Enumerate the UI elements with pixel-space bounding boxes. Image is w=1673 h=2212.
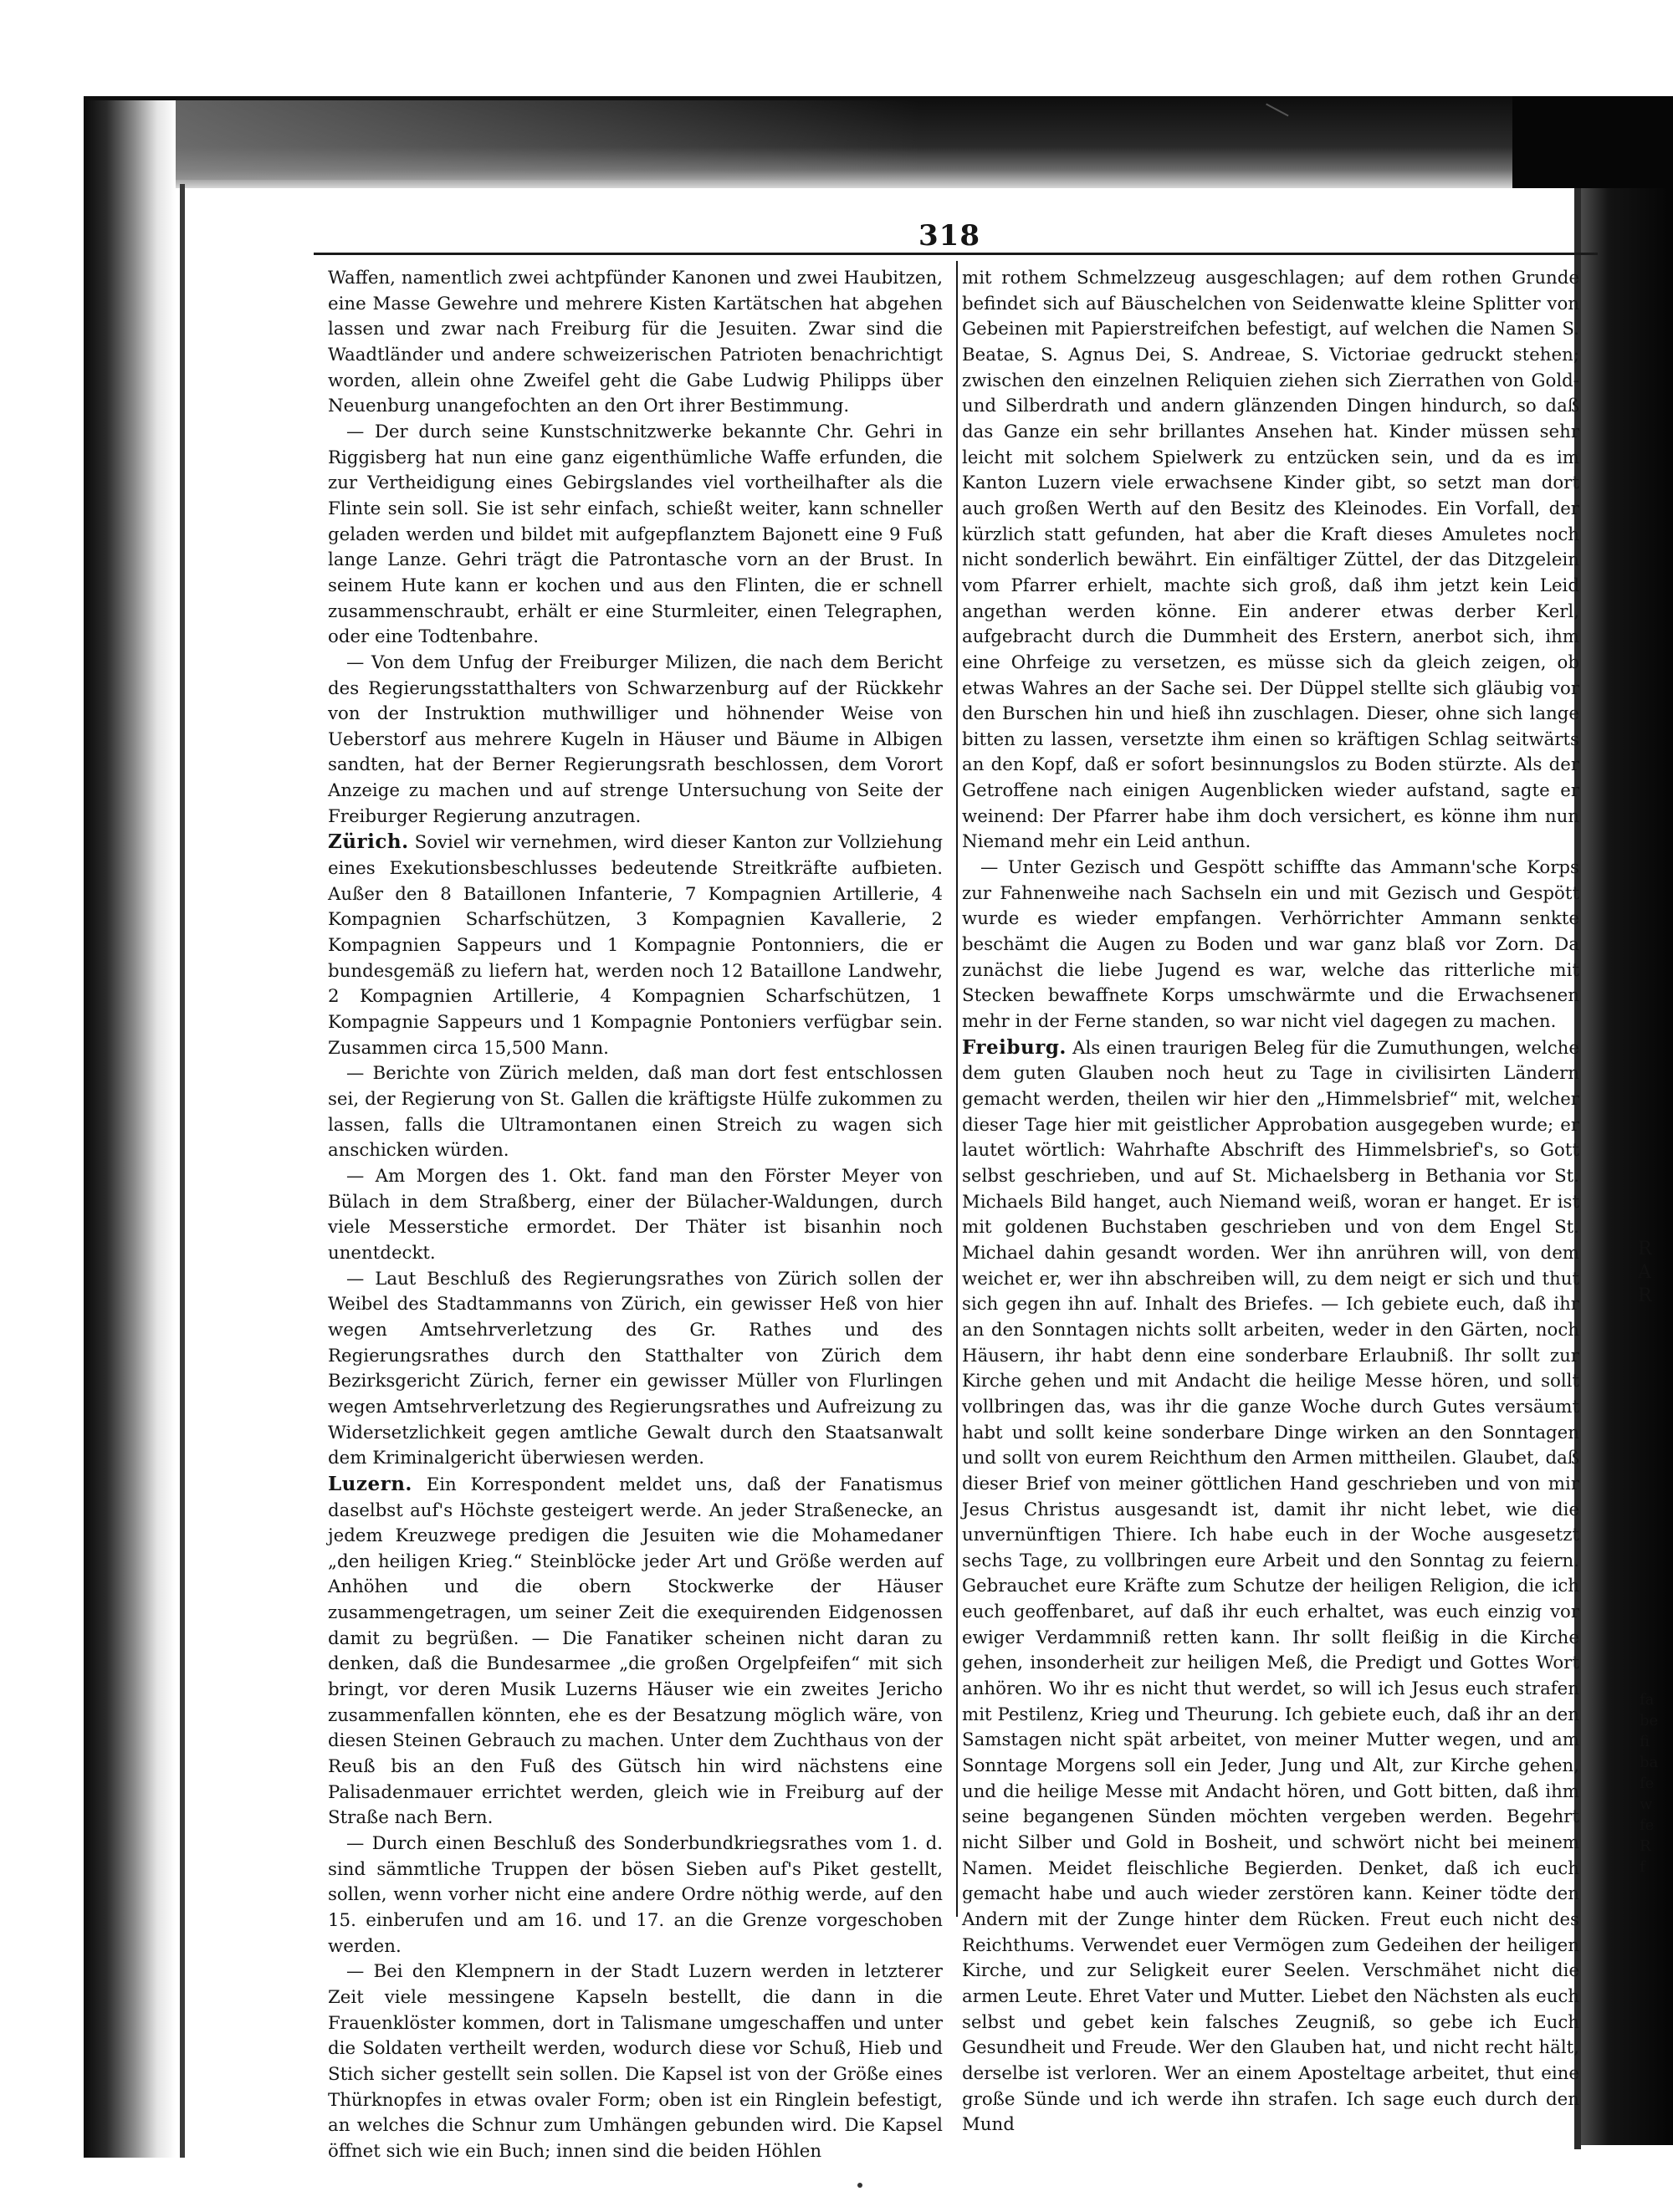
article-paragraph-freiburg (962, 1035, 1579, 2138)
article-paragraph: Waffen, namentlich zwei achtpfünder Kanonen und zwei Haubitzen, eine Masse Gewehre und mehrere Kisten Kartätschen hat abgehen lassen und zwar nach Freiburg für die Jesuiten. Zwar sind die Waadtländer und andere schweizerischen Patrioten benachrichtigt worden, allein ohne Zweifel geht die Gabe Ludwig Philipps über Neuenburg unangefochten an den Ort ihrer Bestimmung. (328, 268, 943, 417)
article-text: Als einen traurigen Beleg für die Zumuthungen, welche dem guten Glauben noch heut zu Tage in civilisirten Ländern gemacht werden, theilen wir hier den „Himmelsbrief“ mit, welcher dieser Tage hier mit geistlicher Approbation ausgegeben wurde; er lautet wörtlich: Wahrhafte Abschrift des Himmelsbrief's, so Gott selbst geschrieben, und auf St. Michaelsberg in Bethania vor St. Michaels Bild hanget, auch Niemand weiß, woran er hanget. Er ist mit goldenen Buchstaben geschrieben und von dem Engel St. Michael dahin gesandt worden. Wer ihn anrühren will, von dem weichet er, wer ihn abschreiben will, zu dem neigt er sich und thut sich gegen ihn auf. Inhalt des Briefes. — Ich gebiete euch, daß ihr an den Sonntagen nichts sollt arbeiten, weder in den Gärten, noch Häusern, ihr habt denn eine sonderbare Erlaubniß. Ihr sollt zur Kirche gehen und mit Andacht die heilige Messe hören, und sollt vollbringen das, was ihr die ganze Woche durch Gutes versäumt habt und sollt keine sonderbare Dinge wirken an den Sonntagen und sollt von eurem Reichthum den Armen mittheilen. Glaubet, daß dieser Brief von meiner göttlichen Hand geschrieben und von mir Jesus Christus ausgesandt ist, damit ihr nicht lebet, wie die unvernünftigen Thiere. Ich habe euch in der Woche ausgesetzt sechs Tage, zu vollbringen eure Arbeit und den Sonntag zu feiern. Gebrauchet eure Kräfte zum Schutze der heiligen Religion, die ich euch geoffenbaret, auf daß ihr euch erhaltet, was euch einzig vor ewiger Verdammniß retten kann. Ihr sollt fleißig in die Kirche gehen, insonderheit zur heiligen Meß, die Predigt und Gottes Wort anhören. Wo ihr es nicht thut werdet, so will ich Jesus euch strafen mit Pestilenz, Krieg und Theurung. Ich gebiete euch, daß ihr an den Samstagen nicht spät arbeitet, von meiner Mutter wegen, und am Sonntage Morgens soll ein Jeder, Jung und Alt, zur Kirche gehen, und die heilige Messe mit Andacht hören, und Gott bitten, daß ihm seine begangenen Sünden möchten vergeben werden. Begehrt nicht Silber und Gold in Bosheit, und schwört nicht bei meinem Namen. Meidet fleischliche Begierden. Denket, daß ich euch gemacht habe und auch wieder zerstören kann. Keiner tödte den Andern mit der Zunge hinter dem Rücken. Freut euch nicht des Reichthums. Verwendet euer Vermögen zum Gedeihen der heiligen Kirche, und zur Seligkeit eurer Seelen. Verschmähet nicht die armen Leute. Ehret Vater und Mutter. Liebet den Nächsten als euch selbst und gebet kein falsches Zeugniß, so gebe ich Euch Gesundheit und Freude. Wer den Glauben hat, und nicht recht hält, derselbe ist verloren. Wer an einem Aposteltage arbeitet, thut eine große Sünde und ich werde ihn strafen. Ich sage euch durch den Mund (962, 1037, 1579, 2136)
article-text: Ein Korrespondent meldet uns, daß der Fanatismus daselbst auf's Höchste gesteigert werde. An jeder Straßenecke, an jedem Kreuzwege predigen die Jesuiten wie die Mohamedaner „den heiligen Krieg.“ Steinblöcke jeder Art und Größe werden auf Anhöhen und die obern Stockwerke der Häuser zusammengetragen, um seiner Zeit die exequirenden Eidgenossen damit zu begrüßen. — Die Fanatiker scheinen nicht daran zu denken, daß die Bundesarmee „die großen Orgelpfeifen“ mit sich bringt, vor deren Musik Luzerns Häuser wie ein zweites Jericho zusammenfallen könnten, ehe es der Besatzung möglich wäre, von diesen Steinen Gebrauch zu machen. Unter dem Zuchthaus von der Reuß bis an den Fuß des Gütsch hin wird nächstens eine Palisadenmauer errichtet werden, gleich wie in Freiburg auf der Straße nach Bern. (328, 1474, 944, 1829)
facing-line: R (1638, 1239, 1652, 1259)
scan-shadow-left (84, 100, 176, 2158)
article-text: Soviel wir vernehmen, wird dieser Kanton zur Vollziehung eines Exekutionsbeschlusses bedeutende Streitkräfte aufbieten. Außer den 8 Bataillonen Infanterie, 7 Kompagnien Artillerie, 4 Kompagnien Scharfschützen, 3 Kompagnien Kavallerie, 2 Kompagnien Sappeurs und 1 Kompagnie Pontonniers, die er bundesgemäß zu liefern hat, werden noch 12 Bataillone Landwehr, 2 Kompagnien Artillerie, 4 Kompagnien Scharfschützen, 1 Kompagnie Sappeurs und 1 Kompagnie Pontoniers verfügbar sein. Zusammen circa 15,500 Mann. (328, 832, 943, 1059)
article-paragraph-luzern (328, 1472, 943, 1831)
article-paragraph: — Am Morgen des 1. Okt. fand man den Förster Meyer von Bülach in dem Straßberg, einer der Bülacher-Waldungen, durch viele Messerstiche ermordet. Der Thäter ist bisanhin noch unentdeckt. (328, 1165, 943, 1264)
scan-dot (857, 2183, 862, 2188)
place-heading-zurich: Zürich. (328, 830, 409, 854)
article-paragraph-zurich (328, 830, 943, 1061)
page-edge-left (180, 184, 185, 2158)
article-paragraph: — Der durch seine Kunstschnitzwerke bekannte Chr. Gehri in Riggisberg hat nun eine ganz eigenthümliche Waffe erfunden, die zur Vertheidigung eines Gebirgslandes viel vortheilhafter als die Flinte sein soll. Sie ist sehr einfach, schießt weiter, kann schneller geladen werden und bildet mit aufgepflanztem Bajonett eine 9 Fuß lange Lanze. Gehri trägt die Patrontasche vorn an der Brust. In seinem Hute kann er kochen und aus den Flinten, die er schnell zusammenschraubt, erhält er eine Sturmleiter, einen Telegraphen, oder eine Todtenbahre. (328, 421, 943, 648)
article-paragraph: — Berichte von Zürich melden, daß man dort fest entschlossen sei, der Regierung von St. Gallen die kräftigste Hülfe zukommen zu lassen, falls die Ultramontanen einen Streich zu wagen sich anschicken würden. (328, 1063, 943, 1162)
place-heading-luzern: Luzern. (328, 1472, 412, 1495)
article-paragraph: — Bei den Klempnern in der Stadt Luzern werden in letzterer Zeit viele messingene Kapseln bestellt, die dann in die Frauenklöster kommen, dort in Talismane umgeschaffen und unter die Soldaten vertheilt werden, wodurch diese vor Schuß, Hieb und Stich sicher gestellt sein sollen. Die Kapsel ist von der Größe eines Thürknopfes in etwas ovaler Form; oben ist ein Ringlein befestigt, an welches die Schnur zum Umhängen gebunden wird. Die Kapsel öffnet sich wie ein Buch; innen sind die beiden Höhlen (328, 1961, 943, 2162)
column-divider (956, 261, 958, 1917)
scan-corner-top-right (1512, 96, 1673, 188)
place-heading-freiburg: Freiburg. (962, 1035, 1067, 1059)
facing-line: R (1638, 1285, 1652, 1306)
facing-page-fragment-lower (1640, 1689, 1673, 1965)
facing-line: be (1640, 1712, 1659, 1729)
article-paragraph: — Laut Beschluß des Regierungsrathes von Zürich sollen der Weibel des Stadtammanns von Zürich, ein gewisser Heß von hier wegen Amtsehrverletzung des Gr. Rathes und des Regierungsrathes durch den Statthalter von Zürich dem Bezirksgericht Zürich, ferner ein gewisser Müller von Flurlingen wegen Amtsehrverletzung des Regierungsrathes und Aufreizung zu Widersetzlichkeit gegen amtliche Gewalt durch den Staatsanwalt dem Kriminalgericht überwiesen werden. (328, 1268, 943, 1469)
article-paragraph: mit rothem Schmelzzeug ausgeschlagen; auf dem rothen Grunde befindet sich auf Bäuschelchen von Seidenwatte kleine Splitter von Gebeinen mit Papierstreifchen befestigt, auf welchen die Namen S. Beatae, S. Agnus Dei, S. Andreae, S. Victoriae gedruckt stehen; zwischen den einzelnen Reliquien ziehen sich Zierrathen von Gold- und Silberdrath und andern glänzenden Dingen hindurch, so daß das Ganze ein sehr brillantes Ansehen hat. Kinder müssen sehr leicht mit solchem Spielwerk zu entzücken sein, und da es im Kanton Luzern viele erwachsene Kinder gibt, so setzt man dort auch großen Werth auf den Besitz des Kleinodes. Ein Vorfall, der kürzlich statt gefunden, hat aber die Kraft dieses Amuletes noch nicht sonderlich bewährt. Ein einfältiger Züttel, der das Ditzgelein vom Pfarrer erhielt, machte sich groß, daß ihm jetzt kein Leid angethan werden könne. Ein anderer etwas derber Kerl, aufgebracht durch die Dummheit des Erstern, anerbot sich, ihm eine Ohrfeige zu versetzen, es müsse sich da gleich zeigen, ob etwas Wahres an der Sache sei. Der Düppel stellte sich gläubig vor den Burschen hin und hieß ihn zuschlagen. Dieser, ohne sich lange bitten zu lassen, versetzte ihm einen so kräftigen Schlag seitwärts an den Kopf, daß er sofort besinnungslos zu Boden stürzte. Als der Getroffene nach einigen Augenblicken wieder aufstand, sagte er weinend: Der Pfarrer habe ihm doch versichert, es könne ihm nun Niemand mehr ein Leid anthun. (962, 268, 1579, 853)
right-column (962, 266, 1579, 2138)
facing-page-fragment-upper (1638, 1238, 1671, 1405)
facing-line: A (1638, 1262, 1651, 1283)
header-rule (314, 253, 1598, 255)
article-paragraph: — Von dem Unfug der Freiburger Milizen, die nach dem Bericht des Regierungsstatthalters von Schwarzenburg auf der Rückkehr von der Instruktion muthwilliger und höhnender Weise von Ueberstorf aus mehrere Kugeln in Häuser und Bäume in Albigen sandten, hat der Berner Regierungsrath beschlossen, dem Vorort Anzeige zu machen und auf strenge Untersuchung von Seite der Freiburger Regierung anzutragen. (328, 651, 943, 827)
facing-line: fe (1640, 1775, 1655, 1792)
facing-line: f (1640, 1858, 1645, 1876)
facing-line: w (1640, 1796, 1653, 1813)
facing-line: fi (1640, 1733, 1650, 1750)
facing-line: fa (1640, 1691, 1655, 1709)
facing-line: R (1640, 1837, 1651, 1855)
facing-line: fe (1640, 1816, 1655, 1834)
facing-line: ba (1640, 1754, 1659, 1771)
article-paragraph: — Unter Gezisch und Gespött schiffte das Ammann'sche Korps zur Fahnenweihe nach Sachseln ein und mit Gezisch und Gespött wurde es wieder empfangen. Verhörrichter Ammann senkte beschämt die Augen zu Boden und war ganz blaß vor Zorn. Da zunächst die liebe Jugend es war, welche das ritterliche mit Stecken bewaffnete Korps umschwärmte und die Erwachsenen mehr in der Ferne standen, so war nicht viel dagegen zu machen. (962, 857, 1579, 1033)
left-column (328, 266, 943, 2165)
scan-shadow-top-fade (84, 100, 920, 180)
page-number: 318 (918, 219, 980, 253)
article-paragraph: — Durch einen Beschluß des Sonderbundkriegsrathes vom 1. d. sind sämmtliche Truppen der bösen Sieben auf's Piket gestellt, sollen, wenn vorher nicht eine andere Ordre nöthig werde, auf den 15. einberufen und am 16. und 17. an die Grenze vorgeschoben werden. (328, 1833, 943, 1957)
